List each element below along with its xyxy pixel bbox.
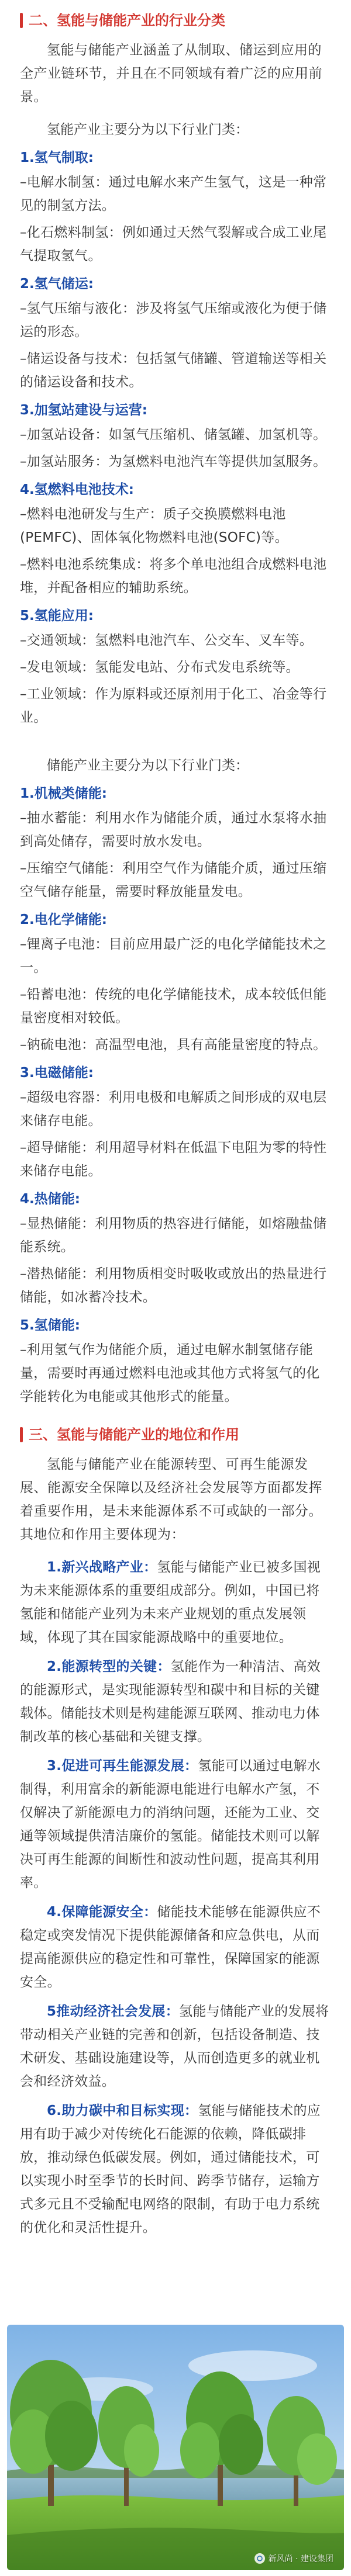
role-keyword: 5推动经济社会发展： xyxy=(47,2004,180,2019)
role-text: 氢能与储能产业的发展将带动相关产业链的完善和创新，包括设备制造、技术研发、基础设施建设等，从而创造更多的就业机会和经济效益。 xyxy=(20,2004,329,2089)
lakeside-trees-photo xyxy=(7,2325,344,2570)
hydrogen-group-heading: 3.加氢站建设与运营: xyxy=(20,403,147,418)
role-text: 氢能与储能技术的应用有助于减少对传统化石能源的依赖，降低碳排放，推动绿色低碳发展。例如，通过储能技术，可以实现小时至季节的长时间、跨季节储存，运输方式多元且不受输配电网络的限制，有助于电力系统的优化和灵活性提升。 xyxy=(20,2103,321,2235)
hydrogen-group xyxy=(20,478,331,600)
storage-group-item: –潜热储能：利用物质相变时吸收或放出的热量进行储能，如冰蓄冷技术。 xyxy=(20,1266,327,1305)
storage-group xyxy=(20,1314,331,1408)
section-2-intro: 氢能与储能产业涵盖了从制取、储运到应用的全产业链环节，并且在不同领域有着广泛的应用前景。 xyxy=(20,43,322,105)
storage-group-heading: 2.电化学储能: xyxy=(20,912,107,927)
storage-group xyxy=(20,1061,331,1183)
role-keyword: 3.促进可再生能源发展： xyxy=(47,1758,198,1774)
role-keyword: 2.能源转型的关键： xyxy=(47,1659,171,1674)
role-text: 氢能可以通过电解水制得，利用富余的新能源电能进行电解水产氢，不仅解决了新能源电力的消纳问题，还能为工业、交通等领域提供清洁廉价的氢能。储能技术则可以解决可再生能源的间断性和波动性问题，提高其利用率。 xyxy=(20,1758,321,1891)
storage-group-item: –锂离子电池：目前应用最广泛的电化学储能技术之一。 xyxy=(20,937,327,975)
storage-group-item: –压缩空气储能：利用空气作为储能介质，通过压缩空气储存能量，需要时释放能量发电。 xyxy=(20,861,327,899)
hydrogen-group-item: –工业领域：作为原料或还原剂用于化工、冶金等行业。 xyxy=(20,687,327,725)
section-title-bar xyxy=(20,1427,23,1442)
storage-group xyxy=(20,782,331,903)
role-text: 氢能作为一种清洁、高效的能源形式，是实现能源转型和碳中和目标的关键载体。储能技术则是构建能源互联网、推动电力体制改革的核心基础和关键支撑。 xyxy=(20,1659,321,1744)
storage-group-heading: 1.机械类储能: xyxy=(20,786,107,801)
storage-group-item: –利用氢气作为储能介质，通过电解水制氢储存能量，需要时再通过燃料电池或其他方式将氢气的化学能转化为电能或其他形式的能量。 xyxy=(20,1342,320,1404)
role-paragraph xyxy=(20,2099,331,2239)
storage-group-item: –超级电容器：利用电极和电解质之间形成的双电层来储存电能。 xyxy=(20,1090,327,1128)
role-paragraph xyxy=(20,1900,331,1994)
hydrogen-group-item: –加氢站设备：如氢气压缩机、储氢罐、加氢机等。 xyxy=(20,427,327,442)
role-paragraph xyxy=(20,1754,331,1895)
hydrogen-group-item: –燃料电池研发与生产：质子交换膜燃料电池(PEMFC)、固体氧化物燃料电池(SOFC)等。 xyxy=(20,507,288,545)
storage-group-heading: 3.电磁储能: xyxy=(20,1065,94,1081)
hydrogen-group-item: –燃料电池系统集成：将多个单电池组合成燃料电池堆，并配备相应的辅助系统。 xyxy=(20,557,327,595)
storage-group-item: –显热储能：利用物质的热容进行储能，如熔融盐储能系统。 xyxy=(20,1216,327,1255)
hydrogen-group-item: –交通领域：氢燃料电池汽车、公交车、叉车等。 xyxy=(20,633,314,648)
storage-group-item: –钠硫电池：高温型电池，具有高能量密度的特点。 xyxy=(20,1037,327,1052)
storage-group-item: –抽水蓄能：利用水作为储能介质，通过水泵将水抽到高处储存，需要时放水发电。 xyxy=(20,811,327,849)
photo-watermark xyxy=(254,2553,333,2564)
hydrogen-group-heading: 4.氢燃料电池技术: xyxy=(20,482,134,497)
section-3-title xyxy=(20,1425,331,1445)
role-paragraph xyxy=(20,1556,331,1649)
hydrogen-group-item: –氢气压缩与液化：涉及将氢气压缩或液化为便于储运的形态。 xyxy=(20,301,327,340)
section-2-title-text: 二、氢能与储能产业的行业分类 xyxy=(29,12,225,29)
role-paragraph xyxy=(20,1655,331,1749)
storage-lead: 储能产业主要分为以下行业门类： xyxy=(47,758,249,773)
hydrogen-group xyxy=(20,399,331,473)
photo-watermark-text: 新风尚 · 建设集团 xyxy=(268,2554,333,2564)
hydrogen-group-item: –加氢站服务：为氢燃料电池汽车等提供加氢服务。 xyxy=(20,454,327,469)
role-keyword: 1.新兴战略产业： xyxy=(47,1560,157,1575)
hydrogen-lead: 氢能产业主要分为以下行业门类： xyxy=(47,122,249,137)
storage-group xyxy=(20,1187,331,1309)
role-text: 氢能与储能产业已被多国视为未来能源体系的重要组成部分。例如，中国已将氢能和储能产业列为未来产业规划的重点发展领域，体现了其在国家能源战略中的重要地位。 xyxy=(20,1560,321,1645)
hydrogen-group-item: –电解水制氢：通过电解水来产生氢气，这是一种常见的制氢方法。 xyxy=(20,175,327,213)
storage-group xyxy=(20,908,331,1057)
hydrogen-group xyxy=(20,272,331,394)
spacer xyxy=(20,733,331,746)
storage-group-item: –超导储能：利用超导材料在低温下电阻为零的特性来储存电能。 xyxy=(20,1140,327,1179)
hydrogen-group-heading: 1.氢气制取: xyxy=(20,150,94,165)
storage-group-item: –铅蓄电池：传统的电化学储能技术，成本较低但能量密度相对较低。 xyxy=(20,987,327,1026)
hydrogen-group xyxy=(20,146,331,268)
hydrogen-group-item: –化石燃料制氢：例如通过天然气裂解或合成工业尾气提取氢气。 xyxy=(20,225,327,264)
hydrogen-group-item: –发电领域：氢能发电站、分布式发电系统等。 xyxy=(20,660,300,675)
hydrogen-group xyxy=(20,604,331,729)
lakeside-trees-illustration xyxy=(7,2325,344,2570)
role-keyword: 6.助力碳中和目标实现： xyxy=(47,2103,198,2118)
section-3-title-text: 三、氢能与储能产业的地位和作用 xyxy=(29,1427,239,1443)
section-title-bar xyxy=(20,13,23,28)
hydrogen-group-item: –储运设备与技术：包括氢气储罐、管道输送等相关的储运设备和技术。 xyxy=(20,351,327,390)
role-paragraph xyxy=(20,2000,331,2093)
spacer xyxy=(20,1412,331,1425)
role-text: 储能技术能够在能源供应不稳定或突发情况下提供能源储备和应急供电，从而提高能源供应的稳定性和可靠性，保障国家的能源安全。 xyxy=(20,1905,321,1990)
storage-group-heading: 4.热储能: xyxy=(20,1192,80,1207)
section-3-intro: 氢能与储能产业在能源转型、可再生能源发展、能源安全保障以及经济社会发展等方面都发挥着重要作用，是未来能源体系不可或缺的一部分。其地位和作用主要体现为： xyxy=(20,1457,322,1542)
hydrogen-group-heading: 2.氢气储运: xyxy=(20,276,94,292)
account-logo-icon xyxy=(254,2553,265,2564)
section-2-title xyxy=(20,11,331,30)
hydrogen-group-heading: 5.氢能应用: xyxy=(20,608,94,624)
role-keyword: 4.保障能源安全： xyxy=(47,1905,157,1920)
storage-group-heading: 5.氢储能: xyxy=(20,1318,80,1333)
